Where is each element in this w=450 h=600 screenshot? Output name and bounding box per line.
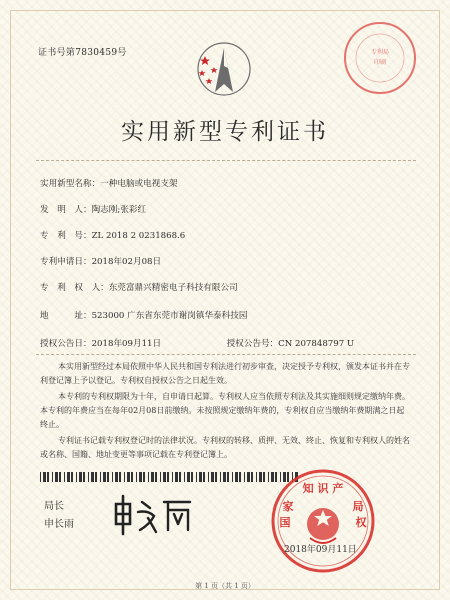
barcode-bar xyxy=(160,472,161,482)
field-utility-model-name xyxy=(40,177,178,189)
svg-text:国: 国 xyxy=(279,516,291,529)
barcode-bar xyxy=(131,472,133,482)
svg-text:知 识 产: 知 识 产 xyxy=(302,482,344,495)
field-value: 2018年02月08日 xyxy=(91,257,162,267)
barcode-bar xyxy=(47,472,49,482)
barcode-bar xyxy=(211,472,214,482)
field-inventors xyxy=(40,203,146,215)
printing-seal xyxy=(340,18,420,98)
certificate-number: 证书号第7830459号 xyxy=(38,48,127,58)
paragraph-grant: 本实用新型经过本局依照中华人民共和国专利法进行初步审查，决定授予专利权，颁发本证书并在专利登记簿上予以登记。专利权自授权公告之日起生效。 xyxy=(40,362,410,385)
barcode xyxy=(40,467,300,477)
field-value: 2018年09月11日 xyxy=(91,339,162,349)
divider xyxy=(36,354,416,355)
field-address xyxy=(40,309,247,321)
barcode-bar xyxy=(151,472,154,482)
barcode-bar xyxy=(191,472,193,482)
barcode-bar xyxy=(83,472,85,482)
barcode-bar xyxy=(172,472,173,482)
barcode-bar xyxy=(91,472,94,482)
field-value: 东莞富鼎兴精密电子科技有限公司 xyxy=(108,283,238,293)
barcode-bar xyxy=(55,472,58,482)
cnipa-official-seal xyxy=(268,466,378,576)
field-value: 陶志刚;张彩红 xyxy=(91,205,147,215)
field-grant-date xyxy=(40,337,354,349)
barcode-bar xyxy=(227,472,229,482)
barcode-bar xyxy=(163,472,166,482)
svg-text:权: 权 xyxy=(355,516,367,529)
barcode-bar xyxy=(155,472,157,482)
director-role-label: 局长 xyxy=(44,501,64,512)
divider xyxy=(36,160,416,161)
svg-text:局: 局 xyxy=(352,500,364,513)
barcode-bar xyxy=(247,472,250,482)
barcode-bar xyxy=(76,472,77,482)
barcode-bar xyxy=(79,472,82,482)
barcode-bar xyxy=(239,472,241,482)
barcode-bar xyxy=(175,472,178,482)
barcode-bar xyxy=(251,472,253,482)
field-value: 一种电脑或电视支架 xyxy=(100,179,178,189)
barcode-bar xyxy=(235,472,238,482)
field-label: 实用新型名称： xyxy=(40,179,101,189)
barcode-bar xyxy=(43,472,46,482)
barcode-bar xyxy=(52,472,53,482)
page-footer: 第 1 页（共 1 页） xyxy=(195,582,255,590)
barcode-bar xyxy=(220,472,221,482)
field-label: 专利申请日： xyxy=(40,257,92,267)
barcode-bar xyxy=(112,472,113,482)
field-label: 专 利 权 人： xyxy=(40,283,109,293)
barcode-bar xyxy=(196,472,197,482)
field-value: 523000 广东省东莞市谢岗镇华泰科技园 xyxy=(91,311,248,321)
barcode-bar xyxy=(208,472,209,482)
barcode-bar xyxy=(179,472,181,482)
barcode-bar xyxy=(115,472,118,482)
barcode-bar xyxy=(215,472,217,482)
barcode-bar xyxy=(88,472,89,482)
barcode-bar xyxy=(187,472,190,482)
director-signature xyxy=(108,490,198,540)
field-label: 专 利 号： xyxy=(40,231,92,241)
field-value: ZL 2018 2 0231868.6 xyxy=(91,231,186,241)
field-label: 发 明 人： xyxy=(40,205,92,215)
barcode-bar xyxy=(103,472,106,482)
svg-text:家: 家 xyxy=(282,500,294,513)
field-patent-number xyxy=(40,229,185,241)
cnipa-logo xyxy=(195,40,253,102)
field-label: 地 址： xyxy=(40,311,92,321)
barcode-bar xyxy=(148,472,149,482)
seal-date: 2018年09月11日 xyxy=(284,545,357,555)
barcode-bar xyxy=(167,472,169,482)
svg-text:专利局: 专利局 xyxy=(370,49,390,56)
publication-number-label: 授权公告号： xyxy=(226,339,279,349)
barcode-bar xyxy=(100,472,101,482)
field-patentee xyxy=(40,281,238,293)
barcode-bar xyxy=(71,472,73,482)
barcode-bar xyxy=(40,472,41,482)
barcode-bar xyxy=(119,472,121,482)
barcode-bar xyxy=(136,472,137,482)
certificate-title: 实用新型专利证书 xyxy=(121,119,329,145)
paragraph-term: 本专利的专利权期限为十年，自申请日起算。专利权人应当依照专利法及其实施细则规定缴纳年费。本专利的年费应当在每年02月08日前缴纳。未按照规定缴纳年费的，专利权自应当缴纳年费期满之日起终止。 xyxy=(40,392,410,429)
barcode-bar xyxy=(143,472,145,482)
barcode-bar xyxy=(263,472,265,482)
barcode-bar xyxy=(256,472,257,482)
barcode-bar xyxy=(199,472,202,482)
barcode-bar xyxy=(223,472,226,482)
publication-number-value: CN 207848797 U xyxy=(278,339,355,349)
barcode-bar xyxy=(67,472,70,482)
barcode-bar xyxy=(59,472,61,482)
barcode-bar xyxy=(232,472,233,482)
barcode-bar xyxy=(184,472,185,482)
field-application-date xyxy=(40,255,161,267)
barcode-bar xyxy=(107,472,109,482)
barcode-bar xyxy=(124,472,125,482)
director-name-label: 申长雨 xyxy=(44,519,74,530)
barcode-bar xyxy=(127,472,130,482)
barcode-bar xyxy=(259,472,262,482)
barcode-bar xyxy=(244,472,245,482)
barcode-bar xyxy=(95,472,97,482)
paragraph-status: 专利证书记载专利权登记时的法律状况。专利权的转移、质押、无效、终止、恢复和专利权人的姓名或名称、国籍、地址变更等事项记载在专利登记簿上。 xyxy=(40,436,410,459)
barcode-bar xyxy=(64,472,65,482)
svg-text:印刷: 印刷 xyxy=(373,59,387,66)
field-label: 授权公告日： xyxy=(40,339,92,349)
barcode-bar xyxy=(203,472,205,482)
barcode-bar xyxy=(139,472,142,482)
